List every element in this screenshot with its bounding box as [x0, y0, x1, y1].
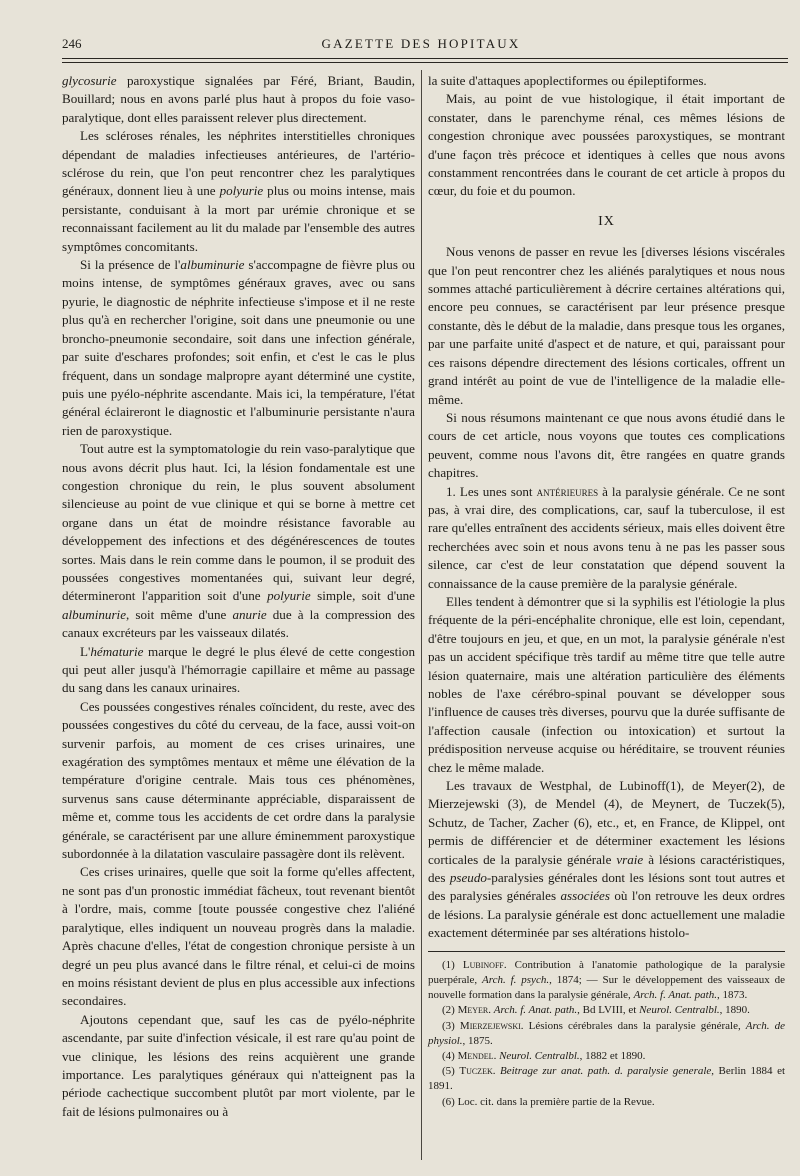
footnote: (4) Mendel. Neurol. Centralbl., 1882 et 1890.: [442, 1049, 646, 1062]
paragraph: glycosurie paroxystique signalées par Féré, Briant, Baudin, Bouillard; nous en avons parlé plus haut à propos du foie vaso-paralytique, dont elles paraissent relever plus directement.: [62, 73, 415, 125]
paragraph: Nous venons de passer en revue les [diverses lésions viscérales que l'on peut rencontrer chez les aliénés paralytiques et nous nous sommes attaché particulièrement à décrire certaines altérations qui, encore peu connues, se caractérisent par leur présence presque constante, dès le début de la maladie, dans presque tous les organes, par une parfaite unité d'aspect et de nature, et qui, paraissant pour ces raisons dépendre directement des lésions corticales, offrent un grand intérêt au point de vue de l'intelligence de la maladie elle-même.: [428, 244, 785, 407]
footnote: (6) Loc. cit. dans la première partie de la Revue.: [442, 1095, 655, 1108]
footnote: (5) Tuczek. Beitrage zur anat. path. d. paralysie generale, Berlin 1884 et 1891.: [428, 1065, 786, 1093]
footnotes: [428, 958, 785, 1110]
running-header: [62, 36, 780, 54]
paragraph: Les scléroses rénales, les néphrites interstitielles chroniques dépendant de maladies infectieuses antérieures, de l'artério-sclérose du rein, que l'on peut rencontrer chez les paralytiques généraux, donnent lieu à une polyurie plus ou moins intense, mais persistante, conduisant à la mort par urémie chronique et se reconnaissant facilement au lit du malade par l'ensemble des autres symptômes concomitants.: [62, 128, 415, 254]
header-rule-top: [62, 58, 788, 59]
paragraph: Si la présence de l'albuminurie s'accompagne de fièvre plus ou moins intense, de symptômes généraux graves, avec ou sans pyurie, le diagnostic de néphrite infectieuse s'impose et il ne reste plus qu'à en rechercher l'origine, soit dans une pneumonie ou une broncho-pneumonie secondaire, soit dans une infection générale, par suite d'eschares profondes; soit enfin, et c'est le cas le plus fréquent, dans un sondage malpropre ayant déterminé une cystite, puis une pyélo-néphrite ascendante. Mais ici, la température, l'état général éclaireront le diagnostic et l'albuminurie persistante n'aura rien de paroxystique.: [62, 257, 415, 438]
paragraph: Les travaux de Westphal, de Lubinoff(1), de Meyer(2), de Mierzejewski (3), de Mendel (4), de Meynert, de Tuczek(5), Schutz, de Tacher, Zacher (6), etc., et, en France, de Klippel, ont permis de différencier et de déterminer exactement les lésions corticales de la paralysie générale vraie à lésions caractéristiques, des pseudo-paralysies générales dont les lésions sont tout autres et des paralysies générales associées où l'on retrouve les deux ordres de lésions. La paralysie générale est donc actuellement une maladie exactement déterminée par ses altérations histolo-: [428, 778, 785, 941]
left-column: [62, 72, 415, 1168]
paragraph: Mais, au point de vue histologique, il était important de constater, dans le parenchyme rénal, ces mêmes lésions de congestion chronique avec poussées paroxystiques, se montrant d'une façon très précoce et identiques à celles que nous avons constamment rencontrées dans le courant de cet article à propos du cœur, du foie et du poumon.: [428, 91, 785, 199]
header-rule-bottom: [62, 62, 788, 63]
paragraph: Si nous résumons maintenant ce que nous avons étudié dans le cours de cet article, nous voyons que toutes ces complications peuvent, comme nous l'avons dit, être rangées en quatre grands chapitres.: [428, 409, 785, 481]
footnote: (2) Meyer. Arch. f. Anat. path., Bd LVIII, et Neurol. Centralbl., 1890.: [442, 1004, 750, 1017]
section-heading: IX: [598, 213, 615, 229]
journal-title: GAZETTE DES HOPITAUX: [321, 36, 521, 51]
paragraph: la suite d'attaques apoplectiformes ou épileptiformes.: [428, 73, 707, 88]
paragraph: Ces poussées congestives rénales coïncident, du reste, avec des poussées congestives du côté du cerveau, de la face, aussi voit-on survenir parfois, au moment de ces crises urinaires, une exagération des symptômes mentaux et même une élévation de la température d'origine centrale. Mais tous ces phénomènes, survenus sans cause déterminante appréciable, disparaissent de même et, comme tous les accidents de cet ordre dans la paralysie générale, se caractérisent par une allure éminemment paroxystique subordonnée à la dilatation vasculaire passagère dont ils relèvent.: [62, 698, 415, 862]
paragraph: Ces crises urinaires, quelle que soit la forme qu'elles affectent, ne sont pas d'un pronostic immédiat fâcheux, tout revenant bientôt à l'ordre, mais, comme [toute poussée congestive chez l'aliéné paralytique, elles indiquent un nouveau progrès dans la maladie. Après chacune d'elles, l'état de congestion chronique persiste à un degré un peu plus avancé dans le filtre rénal, et celui-ci de moins en moins résistant devient de plus en plus accessible aux infections secondaires.: [62, 864, 415, 1009]
paragraph: 1. Les unes sont antérieures à la paralysie générale. Ce ne sont pas, à vrai dire, des complications, car, sauf la tuberculose, il est rare qu'elles entraînent des accidents sérieux, mais elles doivent être recherchées avec soin et nous avons tenu à ne pas les passer sous silence, car c'est de leur constatation que dépend souvent la connaissance de la cause première de la paralysie générale.: [428, 483, 786, 591]
paragraph: Ajoutons cependant que, sauf les cas de pyélo-néphrite ascendante, par suite d'infection vésicale, il est rare qu'au point de vue clinique, les lésions des reins acquièrent une grande importance. Les paralytiques généraux qui n'atteignent pas la période cachectique succombent plutôt par mort violente, par le fait de lésions pulmonaires ou à: [62, 1011, 415, 1119]
footnote: (1) Lubinoff. Contribution à l'anatomie pathologique de la paralysie puerpérale, Arch. f. psych., 1874; — Sur le développement des vaisseaux de nouvelle formation dans la paralysie générale, Arch. f. Anat. path., 1873.: [428, 958, 786, 1002]
paragraph: Elles tendent à démontrer que si la syphilis est l'étiologie la plus fréquente de la péri-encéphalite chronique, elle est loin, cependant, d'être toujours en jeu, et que, en un mot, la paralysie générale n'est pas un accident spécifique très tardif au même titre que telle autre lésion quaternaire, mais une altération particulière des éléments nobles de l'axe cérébro-spinal pouvant se développer sous l'influence de causes très diverses, pourvu que la durée suffisante de l'affection causale (infection ou intoxication) et surtout la prédisposition nerveuse acquise ou héréditaire, se trouvent réunies chez le même malade.: [428, 593, 785, 775]
footnote-rule: [428, 951, 785, 952]
paragraph: Tout autre est la symptomatologie du rein vaso-paralytique que nous avons décrit plus haut. Ici, la lésion fondamentale est une congestion chronique du rein, le plus souvent absolument silencieuse au point de vue clinique et qui se borne à mettre cet organe dans un état de moindre résistance favorable au développement des infections et des dégénérescences de toutes sortes. Mais dans le rein comme dans le poumon, il se produit des poussées congestives momentanées qui, suivant leur degré, détermineront l'apparition soit d'une polyurie simple, soit d'une albuminurie, soit même d'une anurie due à la compression des canaux excréteurs par les vaisseaux dilatés.: [62, 441, 415, 641]
footnote: (3) Mierzejewski. Lésions cérébrales dans la paralysie générale, Arch. de physiol., 1875.: [428, 1019, 785, 1047]
column-divider: [421, 70, 422, 1160]
page-number: 246: [62, 36, 82, 51]
paragraph: L'hématurie marque le degré le plus élevé de cette congestion qui peut aller jusqu'à l'hémorragie capillaire et même au passage du sang dans les canaux urinaires.: [62, 643, 415, 696]
right-column: [428, 72, 785, 1168]
